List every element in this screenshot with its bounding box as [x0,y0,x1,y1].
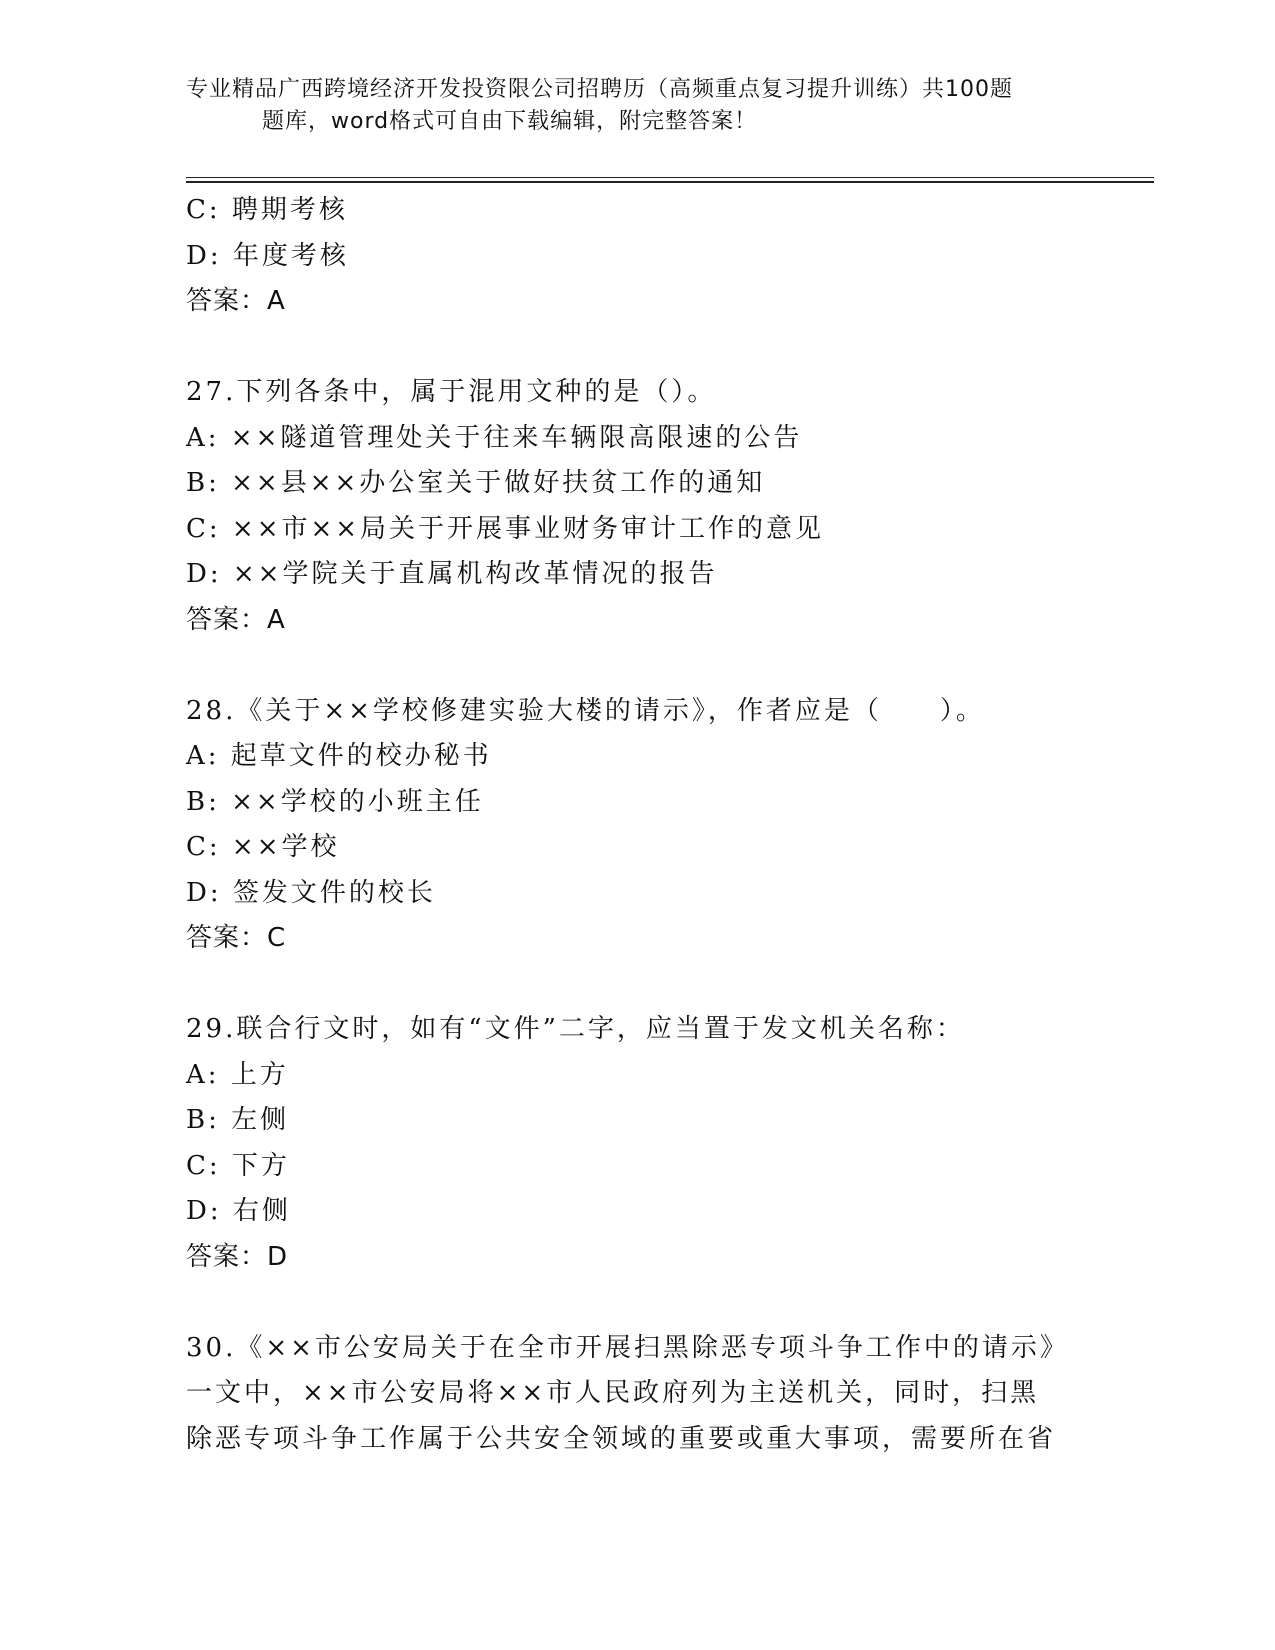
option-a: A: 起草文件的校办秘书 [186,741,492,771]
header-title-line-2: 题库，word格式可自由下载编辑，附完整答案！ [262,109,758,134]
document-body [186,188,1086,1462]
option-b: B: ××学校的小班主任 [186,786,484,817]
question-text-line-1: 30.《××市公安局关于在全市开展扫黑除恶专项斗争工作中的请示》 [186,1332,1069,1363]
option-a: A: 上方 [186,1059,289,1090]
option-d: D: 签发文件的校长 [186,877,436,908]
answer-line: 答案：D [186,1241,289,1272]
header-title-line-1: 专业精品广西跨境经济开发投资限公司招聘历（高频重点复习提升训练）共100题 [186,77,1013,102]
option-a: A: ××隧道管理处关于往来车辆限高限速的公告 [186,422,803,453]
question-text: 28.《关于××学校修建实验大楼的请示》，作者应是（ ）。 [186,695,985,726]
header-divider-thick [186,181,1154,183]
answer-line: 答案：C [186,923,287,953]
question-28 [186,689,1086,962]
question-text: 29.联合行文时，如有“文件”二字，应当置于发文机关名称： [186,1014,965,1044]
spacer [186,325,1086,371]
option-b: B: 左侧 [186,1105,290,1135]
spacer [186,1280,1086,1326]
question-26-partial [186,188,1086,325]
option-b: B: ××县××办公室关于做好扶贫工作的通知 [186,468,766,498]
option-d: D: 年度考核 [186,240,349,271]
question-text-line-3: 除恶专项斗争工作属于公共安全领域的重要或重大事项，需要所在省 [186,1423,1057,1454]
spacer [186,962,1086,1008]
question-text-line-2: 一文中，××市公安局将××市人民政府列为主送机关，同时，扫黑 [186,1378,1040,1408]
header-divider-thin [186,177,1154,178]
question-text: 27.下列各条中，属于混用文种的是（）。 [186,377,717,407]
option-c: C: 聘期考核 [186,195,348,225]
question-27 [186,370,1086,643]
document-header [186,74,1086,138]
option-d: D: ××学院关于直属机构改革情况的报告 [186,559,718,589]
answer-line: 答案：A [186,604,286,635]
option-c: C: 下方 [186,1150,290,1181]
question-29 [186,1007,1086,1280]
question-30 [186,1326,1086,1463]
spacer [186,643,1086,689]
option-d: D: 右侧 [186,1196,291,1226]
option-c: C: ××学校 [186,832,340,862]
answer-line: 答案：A [186,286,286,316]
option-c: C: ××市××局关于开展事业财务审计工作的意见 [186,513,825,544]
